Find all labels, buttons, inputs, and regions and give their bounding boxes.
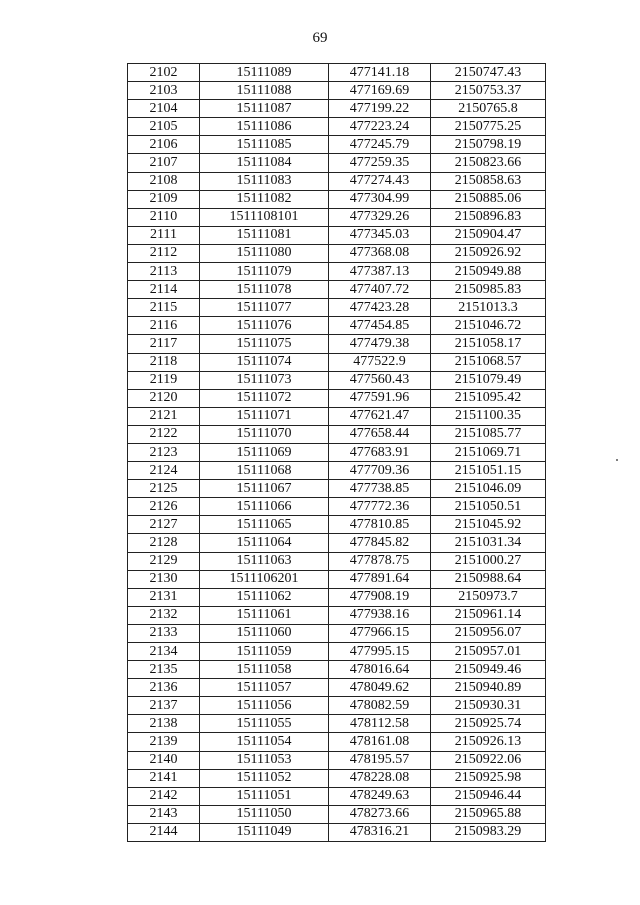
table-row: [128, 118, 546, 136]
table-row: [128, 606, 546, 624]
y-coordinate-cell: 2150961.14: [431, 606, 546, 624]
table-row: [128, 751, 546, 769]
point-code-cell: 15111066: [200, 498, 329, 516]
y-coordinate-cell: 2151051.15: [431, 462, 546, 480]
y-coordinate-cell: 2151045.92: [431, 516, 546, 534]
y-coordinate-cell: 2150965.88: [431, 805, 546, 823]
table-row: [128, 82, 546, 100]
table-row: [128, 570, 546, 588]
point-code-cell: 15111076: [200, 317, 329, 335]
point-number-cell: 2106: [128, 136, 200, 154]
point-code-cell: 15111083: [200, 172, 329, 190]
point-code-cell: 15111086: [200, 118, 329, 136]
point-code-cell: 15111072: [200, 389, 329, 407]
table-row: [128, 624, 546, 642]
point-number-cell: 2123: [128, 443, 200, 461]
point-code-cell: 15111079: [200, 263, 329, 281]
table-body: [128, 64, 546, 842]
point-number-cell: 2138: [128, 715, 200, 733]
y-coordinate-cell: 2150973.7: [431, 588, 546, 606]
x-coordinate-cell: 477304.99: [329, 190, 431, 208]
y-coordinate-cell: 2150930.31: [431, 697, 546, 715]
y-coordinate-cell: 2150988.64: [431, 570, 546, 588]
table-row: [128, 516, 546, 534]
table-row: [128, 697, 546, 715]
point-number-cell: 2126: [128, 498, 200, 516]
point-code-cell: 15111080: [200, 244, 329, 262]
table-row: [128, 498, 546, 516]
point-code-cell: 15111065: [200, 516, 329, 534]
y-coordinate-cell: 2150926.13: [431, 733, 546, 751]
point-number-cell: 2121: [128, 407, 200, 425]
table-row: [128, 64, 546, 82]
y-coordinate-cell: 2150925.98: [431, 769, 546, 787]
point-number-cell: 2131: [128, 588, 200, 606]
table-row: [128, 208, 546, 226]
point-code-cell: 15111069: [200, 443, 329, 461]
point-number-cell: 2143: [128, 805, 200, 823]
y-coordinate-cell: 2151085.77: [431, 425, 546, 443]
point-code-cell: 15111059: [200, 643, 329, 661]
x-coordinate-cell: 478273.66: [329, 805, 431, 823]
scan-speck: [616, 459, 618, 461]
point-number-cell: 2140: [128, 751, 200, 769]
x-coordinate-cell: 477454.85: [329, 317, 431, 335]
page-number: 69: [312, 30, 328, 46]
point-code-cell: 15111061: [200, 606, 329, 624]
y-coordinate-cell: 2151069.71: [431, 443, 546, 461]
point-code-cell: 15111062: [200, 588, 329, 606]
point-number-cell: 2128: [128, 534, 200, 552]
x-coordinate-cell: 477683.91: [329, 443, 431, 461]
x-coordinate-cell: 477407.72: [329, 281, 431, 299]
y-coordinate-cell: 2150765.8: [431, 100, 546, 118]
table-row: [128, 317, 546, 335]
point-number-cell: 2135: [128, 661, 200, 679]
y-coordinate-cell: 2151068.57: [431, 353, 546, 371]
point-number-cell: 2141: [128, 769, 200, 787]
table-row: [128, 100, 546, 118]
y-coordinate-cell: 2150904.47: [431, 226, 546, 244]
point-number-cell: 2132: [128, 606, 200, 624]
table-row: [128, 335, 546, 353]
point-number-cell: 2136: [128, 679, 200, 697]
y-coordinate-cell: 2150940.89: [431, 679, 546, 697]
point-number-cell: 2122: [128, 425, 200, 443]
x-coordinate-cell: 477245.79: [329, 136, 431, 154]
point-code-cell: 15111084: [200, 154, 329, 172]
x-coordinate-cell: 477169.69: [329, 82, 431, 100]
table-row: [128, 425, 546, 443]
y-coordinate-cell: 2150985.83: [431, 281, 546, 299]
point-code-cell: 15111068: [200, 462, 329, 480]
table-row: [128, 823, 546, 841]
x-coordinate-cell: 477810.85: [329, 516, 431, 534]
y-coordinate-cell: 2150896.83: [431, 208, 546, 226]
point-code-cell: 15111074: [200, 353, 329, 371]
table-row: [128, 769, 546, 787]
table-row: [128, 715, 546, 733]
table-row: [128, 679, 546, 697]
point-number-cell: 2110: [128, 208, 200, 226]
y-coordinate-cell: 2150753.37: [431, 82, 546, 100]
point-number-cell: 2142: [128, 787, 200, 805]
point-code-cell: 15111073: [200, 371, 329, 389]
point-number-cell: 2102: [128, 64, 200, 82]
point-code-cell: 15111088: [200, 82, 329, 100]
x-coordinate-cell: 478161.08: [329, 733, 431, 751]
point-number-cell: 2103: [128, 82, 200, 100]
point-code-cell: 15111057: [200, 679, 329, 697]
x-coordinate-cell: 477891.64: [329, 570, 431, 588]
point-code-cell: 15111052: [200, 769, 329, 787]
point-number-cell: 2107: [128, 154, 200, 172]
x-coordinate-cell: 477772.36: [329, 498, 431, 516]
point-number-cell: 2137: [128, 697, 200, 715]
point-number-cell: 2104: [128, 100, 200, 118]
point-number-cell: 2116: [128, 317, 200, 335]
table-row: [128, 480, 546, 498]
x-coordinate-cell: 477658.44: [329, 425, 431, 443]
point-number-cell: 2144: [128, 823, 200, 841]
point-number-cell: 2109: [128, 190, 200, 208]
point-number-cell: 2139: [128, 733, 200, 751]
x-coordinate-cell: 477560.43: [329, 371, 431, 389]
y-coordinate-cell: 2150747.43: [431, 64, 546, 82]
x-coordinate-cell: 477329.26: [329, 208, 431, 226]
table-row: [128, 661, 546, 679]
point-code-cell: 15111055: [200, 715, 329, 733]
table-row: [128, 588, 546, 606]
point-number-cell: 2113: [128, 263, 200, 281]
x-coordinate-cell: 477591.96: [329, 389, 431, 407]
table-row: [128, 733, 546, 751]
x-coordinate-cell: 477423.28: [329, 299, 431, 317]
y-coordinate-cell: 2150949.88: [431, 263, 546, 281]
x-coordinate-cell: 478049.62: [329, 679, 431, 697]
y-coordinate-cell: 2151095.42: [431, 389, 546, 407]
coordinates-table: [127, 63, 546, 842]
x-coordinate-cell: 477199.22: [329, 100, 431, 118]
point-code-cell: 15111067: [200, 480, 329, 498]
x-coordinate-cell: 477387.13: [329, 263, 431, 281]
y-coordinate-cell: 2151013.3: [431, 299, 546, 317]
table-row: [128, 534, 546, 552]
point-number-cell: 2112: [128, 244, 200, 262]
point-number-cell: 2114: [128, 281, 200, 299]
point-code-cell: 15111077: [200, 299, 329, 317]
x-coordinate-cell: 477223.24: [329, 118, 431, 136]
point-code-cell: 15111071: [200, 407, 329, 425]
x-coordinate-cell: 477522.9: [329, 353, 431, 371]
table-row: [128, 787, 546, 805]
point-code-cell: 15111060: [200, 624, 329, 642]
point-code-cell: 15111058: [200, 661, 329, 679]
point-code-cell: 15111089: [200, 64, 329, 82]
point-number-cell: 2118: [128, 353, 200, 371]
point-number-cell: 2127: [128, 516, 200, 534]
point-number-cell: 2130: [128, 570, 200, 588]
x-coordinate-cell: 477479.38: [329, 335, 431, 353]
y-coordinate-cell: 2150957.01: [431, 643, 546, 661]
point-number-cell: 2134: [128, 643, 200, 661]
y-coordinate-cell: 2151000.27: [431, 552, 546, 570]
table-row: [128, 226, 546, 244]
y-coordinate-cell: 2151050.51: [431, 498, 546, 516]
table-row: [128, 299, 546, 317]
y-coordinate-cell: 2151079.49: [431, 371, 546, 389]
y-coordinate-cell: 2150946.44: [431, 787, 546, 805]
point-code-cell: 15111056: [200, 697, 329, 715]
point-code-cell: 15111070: [200, 425, 329, 443]
x-coordinate-cell: 478195.57: [329, 751, 431, 769]
x-coordinate-cell: 477995.15: [329, 643, 431, 661]
x-coordinate-cell: 477368.08: [329, 244, 431, 262]
y-coordinate-cell: 2151058.17: [431, 335, 546, 353]
y-coordinate-cell: 2151046.72: [431, 317, 546, 335]
y-coordinate-cell: 2150949.46: [431, 661, 546, 679]
point-number-cell: 2115: [128, 299, 200, 317]
y-coordinate-cell: 2150956.07: [431, 624, 546, 642]
x-coordinate-cell: 477845.82: [329, 534, 431, 552]
point-code-cell: 15111078: [200, 281, 329, 299]
x-coordinate-cell: 478082.59: [329, 697, 431, 715]
table-row: [128, 443, 546, 461]
table-row: [128, 462, 546, 480]
x-coordinate-cell: 477878.75: [329, 552, 431, 570]
point-code-cell: 15111054: [200, 733, 329, 751]
x-coordinate-cell: 477345.03: [329, 226, 431, 244]
table-row: [128, 281, 546, 299]
table-row: [128, 244, 546, 262]
point-code-cell: 15111085: [200, 136, 329, 154]
y-coordinate-cell: 2150926.92: [431, 244, 546, 262]
point-number-cell: 2133: [128, 624, 200, 642]
table-row: [128, 805, 546, 823]
point-code-cell: 15111053: [200, 751, 329, 769]
point-code-cell: 15111082: [200, 190, 329, 208]
point-code-cell: 15111075: [200, 335, 329, 353]
point-code-cell: 15111050: [200, 805, 329, 823]
point-code-cell: 15111063: [200, 552, 329, 570]
y-coordinate-cell: 2150922.06: [431, 751, 546, 769]
point-number-cell: 2129: [128, 552, 200, 570]
y-coordinate-cell: 2150823.66: [431, 154, 546, 172]
y-coordinate-cell: 2151046.09: [431, 480, 546, 498]
table-row: [128, 552, 546, 570]
x-coordinate-cell: 477274.43: [329, 172, 431, 190]
x-coordinate-cell: 477738.85: [329, 480, 431, 498]
y-coordinate-cell: 2150925.74: [431, 715, 546, 733]
y-coordinate-cell: 2150885.06: [431, 190, 546, 208]
point-number-cell: 2108: [128, 172, 200, 190]
point-code-cell: 15111064: [200, 534, 329, 552]
x-coordinate-cell: 477709.36: [329, 462, 431, 480]
point-number-cell: 2117: [128, 335, 200, 353]
y-coordinate-cell: 2151031.34: [431, 534, 546, 552]
x-coordinate-cell: 478316.21: [329, 823, 431, 841]
x-coordinate-cell: 477259.35: [329, 154, 431, 172]
point-number-cell: 2119: [128, 371, 200, 389]
table-row: [128, 371, 546, 389]
x-coordinate-cell: 478112.58: [329, 715, 431, 733]
table-row: [128, 407, 546, 425]
y-coordinate-cell: 2151100.35: [431, 407, 546, 425]
point-code-cell: 1511106201: [200, 570, 329, 588]
point-number-cell: 2105: [128, 118, 200, 136]
point-number-cell: 2125: [128, 480, 200, 498]
y-coordinate-cell: 2150983.29: [431, 823, 546, 841]
x-coordinate-cell: 477621.47: [329, 407, 431, 425]
table-row: [128, 172, 546, 190]
x-coordinate-cell: 477938.16: [329, 606, 431, 624]
table-row: [128, 190, 546, 208]
point-code-cell: 15111051: [200, 787, 329, 805]
point-number-cell: 2124: [128, 462, 200, 480]
point-number-cell: 2111: [128, 226, 200, 244]
y-coordinate-cell: 2150775.25: [431, 118, 546, 136]
x-coordinate-cell: 478016.64: [329, 661, 431, 679]
point-code-cell: 1511108101: [200, 208, 329, 226]
x-coordinate-cell: 477966.15: [329, 624, 431, 642]
x-coordinate-cell: 477908.19: [329, 588, 431, 606]
table-row: [128, 263, 546, 281]
point-code-cell: 15111049: [200, 823, 329, 841]
x-coordinate-cell: 478228.08: [329, 769, 431, 787]
x-coordinate-cell: 478249.63: [329, 787, 431, 805]
table-row: [128, 154, 546, 172]
point-number-cell: 2120: [128, 389, 200, 407]
table-row: [128, 389, 546, 407]
table-row: [128, 353, 546, 371]
table-row: [128, 643, 546, 661]
point-code-cell: 15111081: [200, 226, 329, 244]
table-row: [128, 136, 546, 154]
y-coordinate-cell: 2150858.63: [431, 172, 546, 190]
point-code-cell: 15111087: [200, 100, 329, 118]
y-coordinate-cell: 2150798.19: [431, 136, 546, 154]
x-coordinate-cell: 477141.18: [329, 64, 431, 82]
